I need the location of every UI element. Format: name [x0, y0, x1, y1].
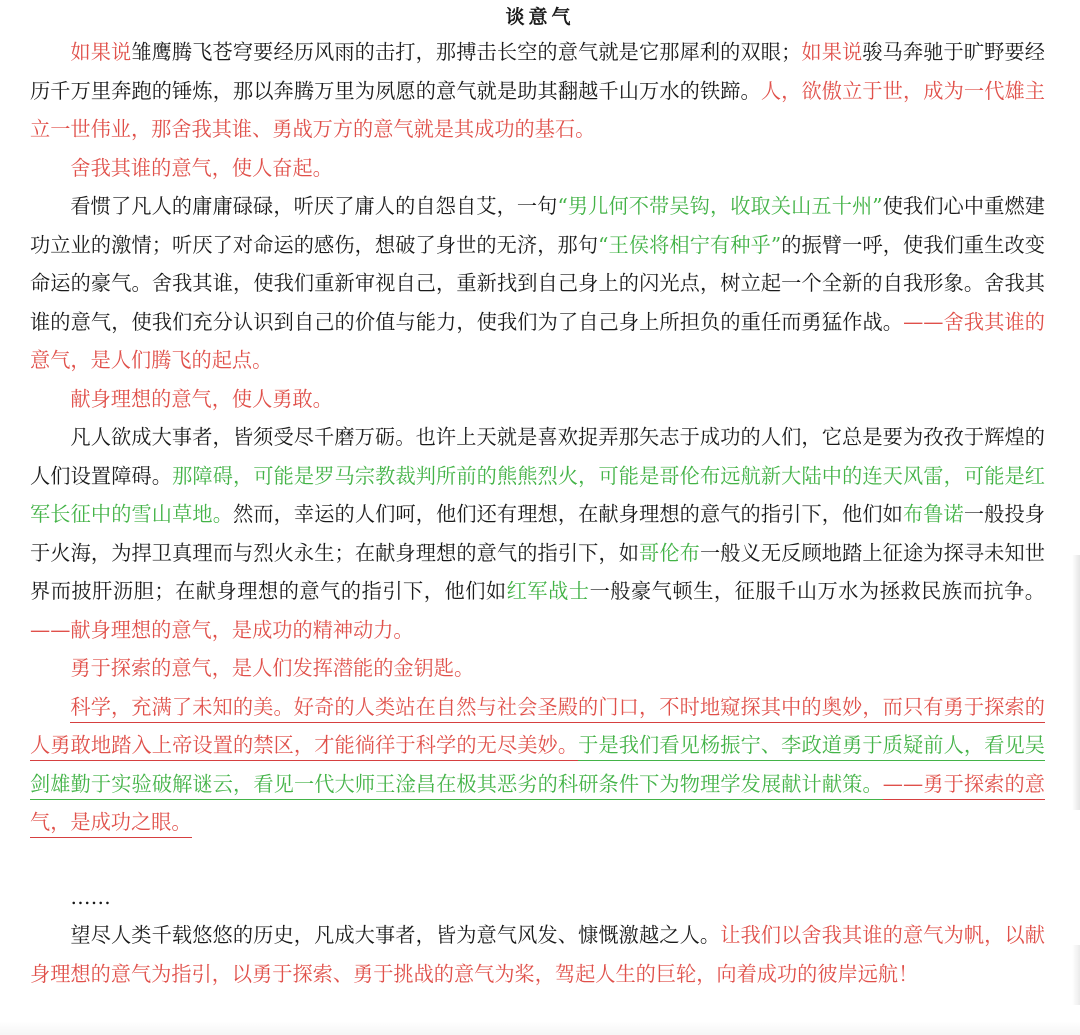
- page-edge-shadow: [1072, 555, 1080, 810]
- underlined-example-text: 于是我们看见杨振宁、李政道勇于质疑前人，看见吴剑雄勤于实验破解谜云，看见一代大师王淦昌在极其恶劣的科研条件下为物理学发展献计献策。: [30, 733, 1045, 800]
- conclusion-text: ——舍我其谁的意气，是人们腾飞的起点。: [30, 309, 1045, 372]
- paragraph-intro: [30, 33, 1045, 149]
- spacer: [30, 842, 1045, 878]
- quote-text: “王侯将相宁有种乎”: [598, 232, 782, 257]
- text-run: 一般义无反顾地踏上征途为探寻未知世界而披肝沥胆；在献身理想的意气的指引下，他们如: [30, 540, 1045, 603]
- essay-title: 谈意气: [505, 6, 575, 28]
- ellipsis-line: [30, 878, 1045, 917]
- text-run: 的振臂一呼，使我们重生改变命运的豪气。舍我其谁，使我们重新审视自己，重新找到自己身上的闪光点，树立起一个全新的自我形象。舍我其谁的意气，使我们充分认识到自己的价值与能力，使我们为了自己身上所担负的重任而勇猛作战。: [30, 232, 1045, 334]
- example-name: 哥伦布: [639, 540, 700, 565]
- ellipsis: ……: [70, 884, 111, 909]
- text-run: 雏鹰腾飞苍穹要经历风雨的击打，那搏击长空的意气就是它那犀利的双眼；: [131, 40, 802, 64]
- example-name: 红军战士: [506, 579, 590, 603]
- text-run: 凡人欲成大事者，皆须受尽千磨万砺。也许上天就是喜欢捉弄那矢志于成功的人们，它总是要为孜孜于辉煌的人们设置障碍。: [30, 425, 1045, 488]
- subheading-2: [30, 380, 1045, 419]
- subheading-text: 勇于探索的意气，是人们发挥潜能的金钥匙。: [70, 656, 475, 680]
- closing-statement: 让我们以舍我其谁的意气为帆，以献身理想的意气为指引，以勇于探索、勇于挑战的意气为桨，驾起人生的巨轮，向着成功的彼岸远航！: [30, 923, 1045, 986]
- paragraph-conclusion: [30, 916, 1045, 993]
- paragraph-argument-2: [30, 418, 1045, 649]
- quote-text: “男儿何不带吴钩，收取关山五十州”: [557, 194, 883, 218]
- text-run: 一般豪气顿生，征服千山万水为拯救民族而抗争。: [589, 579, 1045, 603]
- page-edge-shadow: [1072, 945, 1080, 1005]
- text-run: 如果说: [801, 40, 863, 64]
- conclusion-text: ——献身理想的意气，是成功的精神动力。: [30, 617, 414, 642]
- subheading-1: [30, 149, 1045, 188]
- page-bottom-edge: [0, 1021, 1080, 1035]
- underlined-conclusion: ——勇于探索的意气，是成功之眼。: [30, 772, 1045, 839]
- subheading-3: [30, 649, 1045, 688]
- underlined-text: 科学，充满了未知的美。好奇的人类站在自然与社会圣殿的门口，不时地窥探其中的奥妙，而只有勇于探索的人勇敢地踏入上帝设置的禁区，才能徜徉于科学的无尽美妙。: [30, 695, 1045, 762]
- subheading-text: 献身理想的意气，使人勇敢。: [70, 386, 333, 411]
- text-run: 望尽人类千载悠悠的历史，凡成大事者，皆为意气风发、慷慨激越之人。: [70, 923, 721, 947]
- subheading-text: 舍我其谁的意气，使人奋起。: [70, 155, 333, 180]
- text-run: 如果说: [70, 40, 132, 64]
- text-run: 然而，幸运的人们呵，他们还有理想，在献身理想的意气的指引下，他们如: [233, 502, 903, 526]
- paragraph-argument-3: [30, 688, 1045, 842]
- text-run: 看惯了凡人的庸庸碌碌，听厌了庸人的自怨自艾，一句: [70, 194, 558, 218]
- text-run: 骏马奔驰于旷野要经历千万里奔跑的锤炼，那以奔腾万里为夙愿的意气就是助其翻越千山万水的铁蹄。: [30, 40, 1045, 103]
- text-run: 一般投身于火海，为捍卫真理而与烈火永生；在献身理想的意气的指引下，如: [30, 502, 1045, 565]
- essay-body: [30, 33, 1045, 993]
- example-name: 布鲁诺: [902, 502, 964, 526]
- thesis-statement: 人，欲傲立于世，成为一代雄主立一世伟业，那舍我其谁、勇战万方的意气就是其成功的基石。: [30, 78, 1045, 141]
- text-run: 使我们心中重燃建功立业的激情；听厌了对命运的感伤，想破了身世的无济，那句: [30, 194, 1045, 257]
- paragraph-argument-1: [30, 187, 1045, 380]
- example-text: 那障碍，可能是罗马宗教裁判所前的熊熊烈火，可能是哥伦布远航新大陆中的连天风雷，可能是红军长征中的雪山草地。: [30, 463, 1045, 526]
